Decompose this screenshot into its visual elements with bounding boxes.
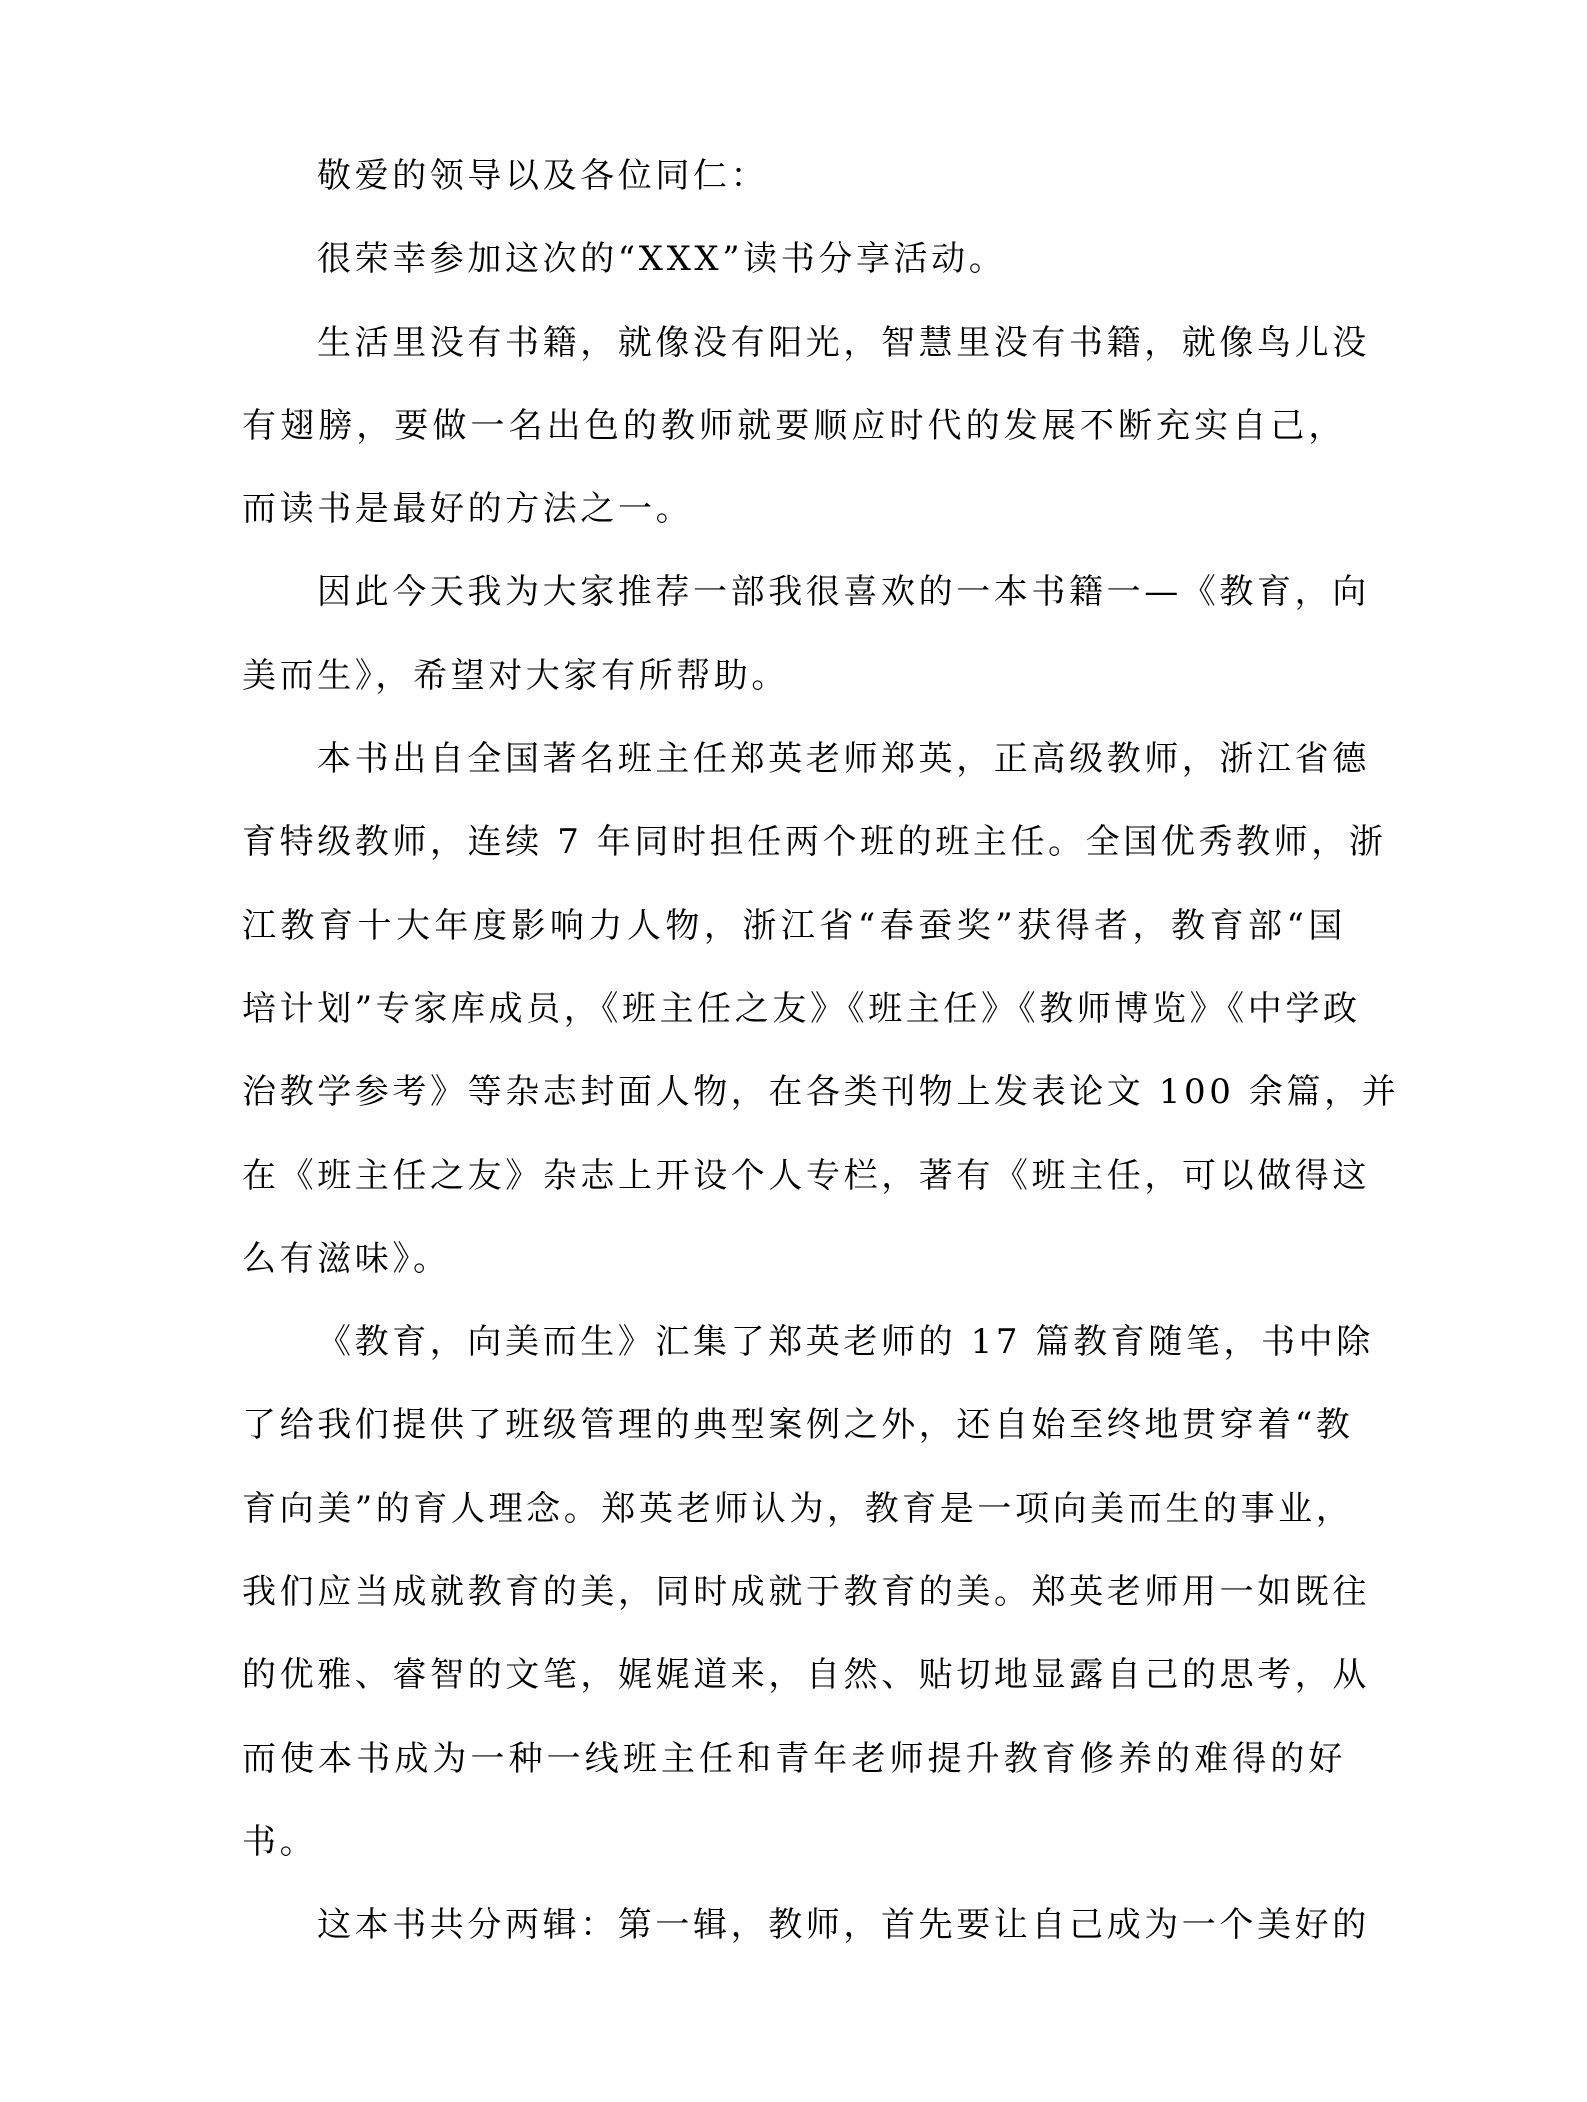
text-line: 生活里没有书籍，就像没有阳光，智慧里没有书籍，就像鸟儿没 <box>317 322 1370 363</box>
text-line: 这本书共分两辑：第一辑，教师，首先要让自己成为一个美好的 <box>317 1905 1370 1946</box>
paragraph-book-summary <box>242 1301 1374 1884</box>
text-line: 因此今天我为大家推荐一部我很喜欢的一本书籍一—《教育，向 <box>317 572 1370 613</box>
text-line: 培计划”专家库成员，《班主任之友》《班主任》《教师博览》《中学政 <box>242 988 1361 1029</box>
paragraph-author-bio <box>242 718 1400 1301</box>
text-line: 本书出自全国著名班主任郑英老师郑英，正高级教师，浙江省德 <box>317 739 1370 780</box>
paragraph-opening <box>242 218 1346 301</box>
text-line: 美而生》，希望对大家有所帮助。 <box>242 655 789 696</box>
text-line: 有翅膀，要做一名出色的教师就要顺应时代的发展不断充实自己， <box>242 405 1346 446</box>
text-line: 了给我们提供了班级管理的典型案例之外，还自始至终地贯穿着“教 <box>242 1405 1354 1446</box>
text-line: 江教育十大年度影响力人物，浙江省“春蚕奖”获得者，教育部“国 <box>242 905 1346 946</box>
paragraph-book-recommendation <box>242 551 1370 718</box>
text-line: 敬爱的领导以及各位同仁： <box>317 156 769 196</box>
text-line: 育向美”的育人理念。郑英老师认为，教育是一项向美而生的事业， <box>242 1488 1354 1529</box>
text-line: 的优雅、睿智的文笔，娓娓道来，自然、贴切地显露自己的思考，从 <box>242 1655 1370 1696</box>
text-line: 育特级教师，连续 7 年同时担任两个班的班主任。全国优秀教师，浙 <box>242 822 1387 863</box>
text-line: 而使本书成为一种一线班主任和青年老师提升教育修养的难得的好 <box>242 1738 1346 1779</box>
text-line: 治教学参考》等杂志封面人物，在各类刊物上发表论文 100 余篇，并 <box>242 1072 1400 1113</box>
text-line: 《教育，向美而生》汇集了郑英老师的 17 篇教育随笔，书中除 <box>317 1322 1374 1363</box>
text-line: 而读书是最好的方法之一。 <box>242 489 694 530</box>
text-line: 书。 <box>242 1821 318 1862</box>
paragraph-importance-of-reading <box>242 302 1370 552</box>
document-body <box>242 135 1400 1968</box>
text-line: 么有滋味》。 <box>242 1238 451 1279</box>
text-line: 在《班主任之友》杂志上开设个人专栏，著有《班主任，可以做得这 <box>242 1155 1370 1196</box>
paragraph-book-structure <box>242 1884 1370 1967</box>
paragraph-greeting <box>242 135 1346 218</box>
text-line: 我们应当成就教育的美，同时成就于教育的美。郑英老师用一如既往 <box>242 1572 1370 1613</box>
text-line: 很荣幸参加这次的“XXX”读书分享活动。 <box>317 239 1007 280</box>
